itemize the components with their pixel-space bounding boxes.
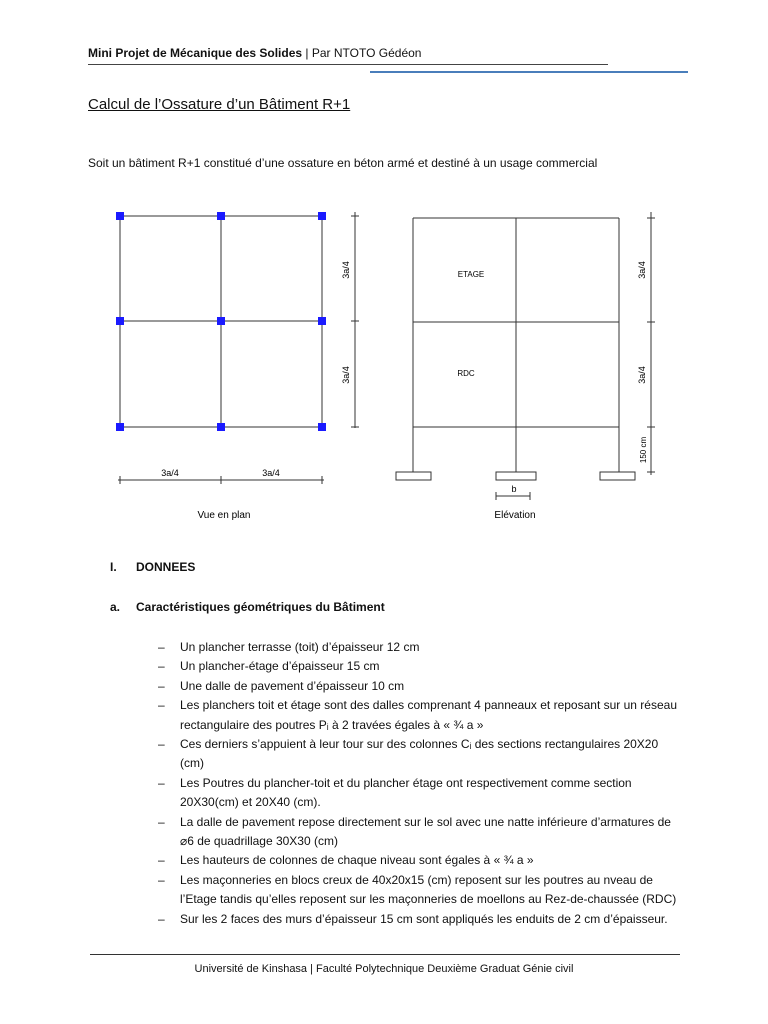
plan-dim-x1: 3a/4: [161, 468, 179, 478]
plan-caption: Vue en plan: [197, 510, 251, 521]
elev-label-bottom: RDC: [457, 369, 475, 378]
elevation-view: [396, 212, 655, 500]
data-list: [158, 638, 678, 929]
elev-dim-y2: 3a/4: [637, 366, 647, 384]
elev-label-top: ETAGE: [457, 270, 485, 279]
intro-text: Soit un bâtiment R+1 constitué d’une ossature en béton armé et destiné à un usage commercial: [88, 156, 598, 170]
elev-dim-foot: 150 cm: [639, 436, 648, 464]
subsection-heading: [110, 600, 385, 614]
plan-dim-y2: 3a/4: [341, 366, 351, 384]
plan-view: [118, 212, 359, 484]
header-author: Par NTOTO Gédéon: [311, 46, 422, 60]
list-item: – Une dalle de pavement d’épaisseur 10 cm: [158, 677, 678, 696]
header-project: Mini Projet de Mécanique des Solides: [88, 46, 303, 60]
plan-dim-y1: 3a/4: [341, 261, 351, 279]
section-label: DONNEES: [136, 560, 196, 574]
list-item: – Ces derniers s’appuient à leur tour sur des colonnes Cᵢ des sections rectangulaires 20X20 (cm): [158, 735, 678, 774]
section-heading: [110, 560, 195, 574]
header-separator: |: [302, 46, 312, 60]
list-item: – Un plancher-étage d’épaisseur 15 cm: [158, 657, 678, 676]
elev-caption: Elévation: [494, 510, 536, 521]
header-accent-rule: [370, 71, 688, 73]
header-rule: [88, 64, 608, 65]
list-item: – Les maçonneries en blocs creux de 40x20x15 (cm) reposent sur les poutres au nveau de l’Etage tandis qu’elles reposent sur les maçonneries de moellons au Rez-de-chaussée (RDC): [158, 871, 678, 910]
list-item: – Sur les 2 faces des murs d’épaisseur 15 cm sont appliqués les enduits de 2 cm d’épaisseur.: [158, 910, 678, 929]
subsection-number: a.: [110, 600, 121, 614]
list-item: – La dalle de pavement repose directement sur le sol avec une natte inférieure d’armatures de ⌀6 de quadrillage 30X30 (cm): [158, 813, 678, 852]
list-item: – Les hauteurs de colonnes de chaque niveau sont égales à « ¾ a »: [158, 851, 678, 870]
page-footer: Université de Kinshasa | Faculté Polytechnique Deuxième Graduat Génie civil: [194, 963, 574, 975]
page-header: [88, 46, 421, 60]
list-item: – Un plancher terrasse (toit) d’épaisseur 12 cm: [158, 638, 678, 657]
list-item: – Les Poutres du plancher-toit et du plancher étage ont respectivement comme section 20X30(cm) et 20X40 (cm).: [158, 774, 678, 813]
section-number: I.: [110, 560, 117, 574]
structure-figure: [0, 200, 768, 530]
plan-dim-x2: 3a/4: [262, 468, 280, 478]
footer-rule: [90, 954, 680, 955]
elev-dim-b: b: [511, 484, 517, 494]
subsection-label: Caractéristiques géométriques du Bâtiment: [136, 600, 385, 614]
list-item: – Les planchers toit et étage sont des dalles comprenant 4 panneaux et reposant sur un réseau rectangulaire des poutres Pᵢ à 2 travées égales à « ¾ a »: [158, 696, 678, 735]
page-title: Calcul de l’Ossature d’un Bâtiment R+1: [88, 96, 351, 113]
elev-dim-y1: 3a/4: [637, 261, 647, 279]
